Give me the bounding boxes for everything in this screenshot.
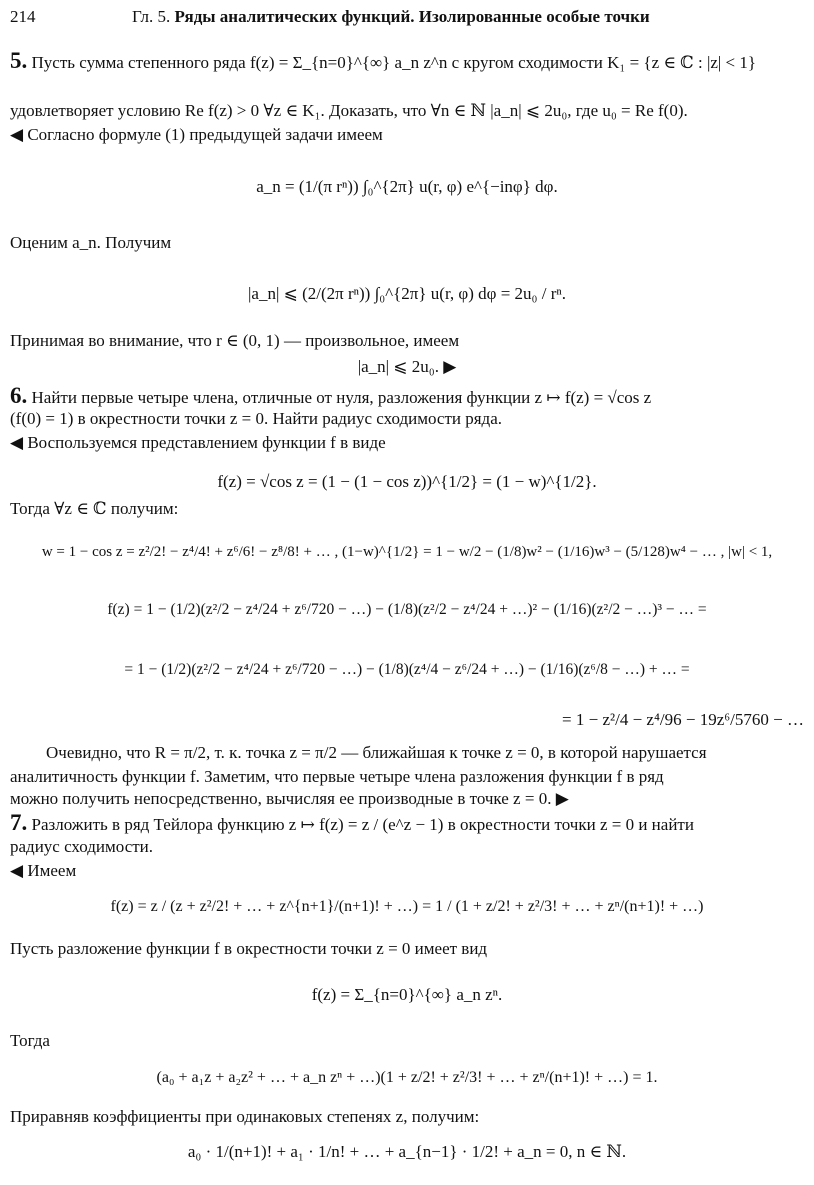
problem-7-line-6: Приравняв коэффициенты при одинаковых степенях z, получим: bbox=[10, 1107, 480, 1126]
problem-6-line-5: Очевидно, что R = π/2, т. к. точка z = π/2 — ближайшая к точке z = 0, в которой нарушается bbox=[46, 743, 707, 762]
problem-7-formula-4: a₀ · 1/(n+1)! + a₁ · 1/n! + … + a_{n−1} · 1/2! + a_n = 0, n ∈ ℕ. bbox=[187, 1142, 627, 1161]
problem-6-formula-4: = 1 − (1/2)(z²/2 − z⁴/24 + z⁶/720 − …) − (1/8)(z⁴/4 − z⁶/24 + …) − (1/16)(z⁶/8 − …) + … = bbox=[124, 661, 690, 678]
problem-7-text-1: Разложить в ряд Тейлора функцию z ↦ f(z) = z / (e^z − 1) в окрестности точки z = 0 и найти bbox=[27, 815, 694, 834]
problem-7-line-5: Тогда bbox=[10, 1031, 50, 1050]
problem-6-formula-3: f(z) = 1 − (1/2)(z²/2 − z⁴/24 + z⁶/720 − …) − (1/8)(z²/2 − z⁴/24 + …)² − (1/16)(z²/2 − …)³ − … = bbox=[107, 601, 707, 618]
problem-7-line-1 bbox=[10, 812, 806, 836]
page-number: 214 bbox=[10, 7, 36, 26]
problem-5-formula-3: |a_n| ⩽ 2u₀. ▶ bbox=[357, 357, 457, 376]
problem-5-number: 5. bbox=[10, 48, 28, 73]
problem-6-line-4: Тогда ∀z ∈ ℂ получим: bbox=[10, 499, 179, 518]
problem-7-line-3: ◀ Имеем bbox=[10, 861, 77, 880]
problem-5-line-4: Оценим a_n. Получим bbox=[10, 233, 172, 252]
problem-7-formula-3: (a₀ + a₁z + a₂z² + … + a_n zⁿ + …)(1 + z/2! + z²/3! + … + zⁿ/(n+1)! + …) = 1. bbox=[156, 1069, 658, 1086]
problem-7-line-4: Пусть разложение функции f в окрестности точки z = 0 имеет вид bbox=[10, 939, 488, 958]
problem-7-formula-1: f(z) = z / (z + z²/2! + … + z^{n+1}/(n+1)! + …) = 1 / (1 + z/2! + z²/3! + … + zⁿ/(n+1)! + …) bbox=[110, 898, 704, 915]
problem-6-line-6: аналитичность функции f. Заметим, что первые четыре члена разложения функции f в ряд bbox=[10, 767, 664, 786]
problem-5-formula-2: |a_n| ⩽ (2/(2π rⁿ)) ∫₀^{2π} u(r, φ) dφ = 2u₀ / rⁿ. bbox=[248, 284, 566, 303]
running-title bbox=[132, 6, 650, 28]
problem-6-line-3: ◀ Воспользуемся представлением функции f в виде bbox=[10, 433, 386, 452]
chapter-title: Ряды аналитических функций. Изолированные особые точки bbox=[174, 7, 650, 26]
problem-5-line-5: Принимая во внимание, что r ∈ (0, 1) — произвольное, имеем bbox=[10, 331, 460, 350]
problem-6-line-2: (f(0) = 1) в окрестности точки z = 0. Найти радиус сходимости ряда. bbox=[10, 409, 503, 428]
problem-6-formula-5: = 1 − z²/4 − z⁴/96 − 19z⁶/5760 − … bbox=[562, 710, 804, 729]
problem-7-formula-2: f(z) = Σ_{n=0}^{∞} a_n zⁿ. bbox=[311, 985, 503, 1004]
problem-6-text-1: Найти первые четыре члена, отличные от нуля, разложения функции z ↦ f(z) = √cos z bbox=[27, 388, 652, 407]
problem-5-formula-1: a_n = (1/(π rⁿ)) ∫₀^{2π} u(r, φ) e^{−inφ} dφ. bbox=[256, 177, 558, 196]
problem-7-line-2: радиус сходимости. bbox=[10, 837, 154, 856]
problem-6-formula-1: f(z) = √cos z = (1 − (1 − cos z))^{1/2} = (1 − w)^{1/2}. bbox=[217, 472, 597, 491]
problem-6-number: 6. bbox=[10, 383, 28, 408]
problem-5-line-1 bbox=[10, 50, 806, 74]
problem-6-line-7: можно получить непосредственно, вычисляя ее производные в точке z = 0. ▶ bbox=[10, 789, 569, 808]
problem-5-line-3: ◀ Согласно формуле (1) предыдущей задачи имеем bbox=[10, 125, 383, 144]
problem-6-line-1 bbox=[10, 385, 806, 409]
chapter-label: Гл. 5. bbox=[132, 7, 175, 26]
problem-6-formula-2: w = 1 − cos z = z²/2! − z⁴/4! + z⁶/6! − z⁸/8! + … , (1−w)^{1/2} = 1 − w/2 − (1/8)w² − (1/16)w³ − (5/128)w⁴ − … , |w| < 1, bbox=[41, 544, 773, 560]
problem-5-text-1: Пусть сумма степенного ряда f(z) = Σ_{n=0}^{∞} a_n z^n с кругом сходимости K₁ = {z ∈ ℂ : |z| < 1} bbox=[27, 53, 757, 72]
problem-7-number: 7. bbox=[10, 810, 28, 835]
problem-5-line-2: удовлетворяет условию Re f(z) > 0 ∀z ∈ K₁. Доказать, что ∀n ∈ ℕ |a_n| ⩽ 2u₀, где u₀ = Re f(0). bbox=[10, 101, 688, 120]
